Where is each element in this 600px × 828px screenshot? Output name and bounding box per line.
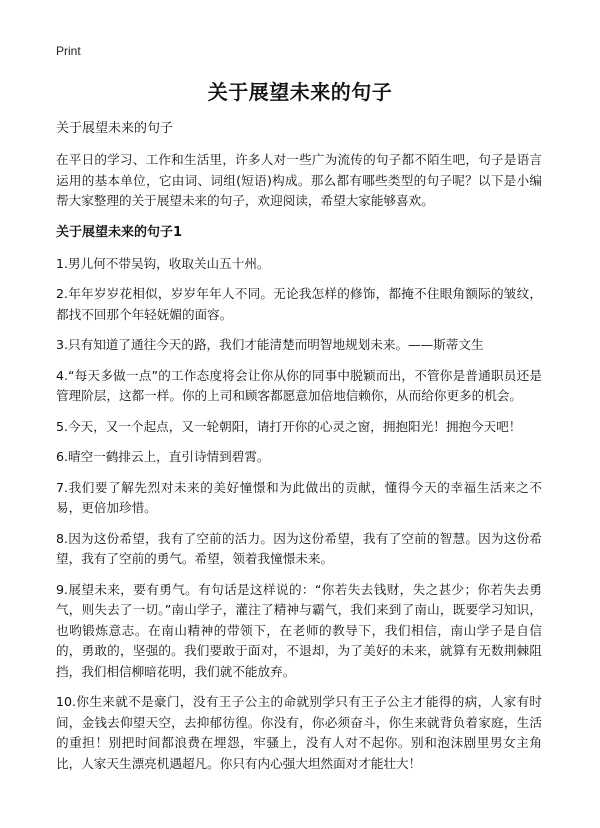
quote-item: 3.只有知道了通往今天的路，我们才能清楚而明智地规划未来。——斯蒂文生 [56,337,484,352]
print-link[interactable]: Print [56,44,81,58]
document-body [56,118,542,784]
quote-item: 1.男儿何不带吴钩，收取关山五十州。 [56,255,270,271]
quote-item: 9.展望未来，要有勇气。有句话是这样说的：“你若失去钱财，失之甚少；你若失去勇气，则失去了一切。”南山学子，灌注了精神与霸气，我们来到了南山，既要学习知识，也哟锻炼意志。在南山精神的带领下，在老师的教导下，我们相信，南山学子是自信的，勇敢的，坚强的。我们要敢于面对，不退却，为了美好的未来，就算有无数荆棘阻挡，我们相信柳暗花明，我们就不能放弃。 [56,581,542,679]
quote-item: 4.“每天多做一点”的工作态度将会让你从你的同事中脱颖而出，不管你是普通职员还是管理阶层，这都一样。你的上司和顾客都愿意加倍地信赖你，从而给你更多的机会。 [56,367,542,403]
section-heading: 关于展望未来的句子1 [56,224,183,240]
quote-item: 10.你生来就不是豪门，没有王子公主的命就别学只有王子公主才能得的病，人家有时间，金钱去仰望天空，去抑郁彷徨。你没有，你必须奋斗，你生来就背负着家庭，生活的重担！别把时间都浪费在埋怨，牢骚上，没有人对不起你。别和泡沫剧里男女主角比，人家天生漂亮机遇超凡。你只有内心强大坦然面对才能壮大！ [56,694,542,771]
quote-item: 5.今天，又一个起点，又一轮朝阳，请打开你的心灵之窗，拥抱阳光！拥抱今天吧！ [56,418,522,434]
quote-item: 2.年年岁岁花相似，岁岁年年人不同。无论我怎样的修饰，都掩不住眼角额际的皱纹，都找不回那个年轻妩媚的面容。 [56,286,542,322]
quote-item: 7.我们要了解先烈对未来的美好憧憬和为此做出的贡献，懂得今天的幸福生活来之不易，更倍加珍惜。 [56,479,542,515]
intro-paragraph: 在平日的学习、工作和生活里，许多人对一些广为流传的句子都不陌生吧，句子是语言运用的基本单位，它由词、词组(短语)构成。那么都有哪些类型的句子呢？以下是小编帮大家整理的关于展望未来的句子，欢迎阅读，希望大家能够喜欢。 [56,152,542,208]
page-title: 关于展望未来的句子 [207,80,393,104]
quote-item: 6.晴空一鹤排云上，直引诗情到碧霄。 [56,449,270,464]
document-subtitle: 关于展望未来的句子 [56,121,174,136]
quote-item: 8.因为这份希望，我有了空前的活力。因为这份希望，我有了空前的智慧。因为这份希望，我有了空前的勇气。希望，领着我憧憬未来。 [56,530,542,566]
